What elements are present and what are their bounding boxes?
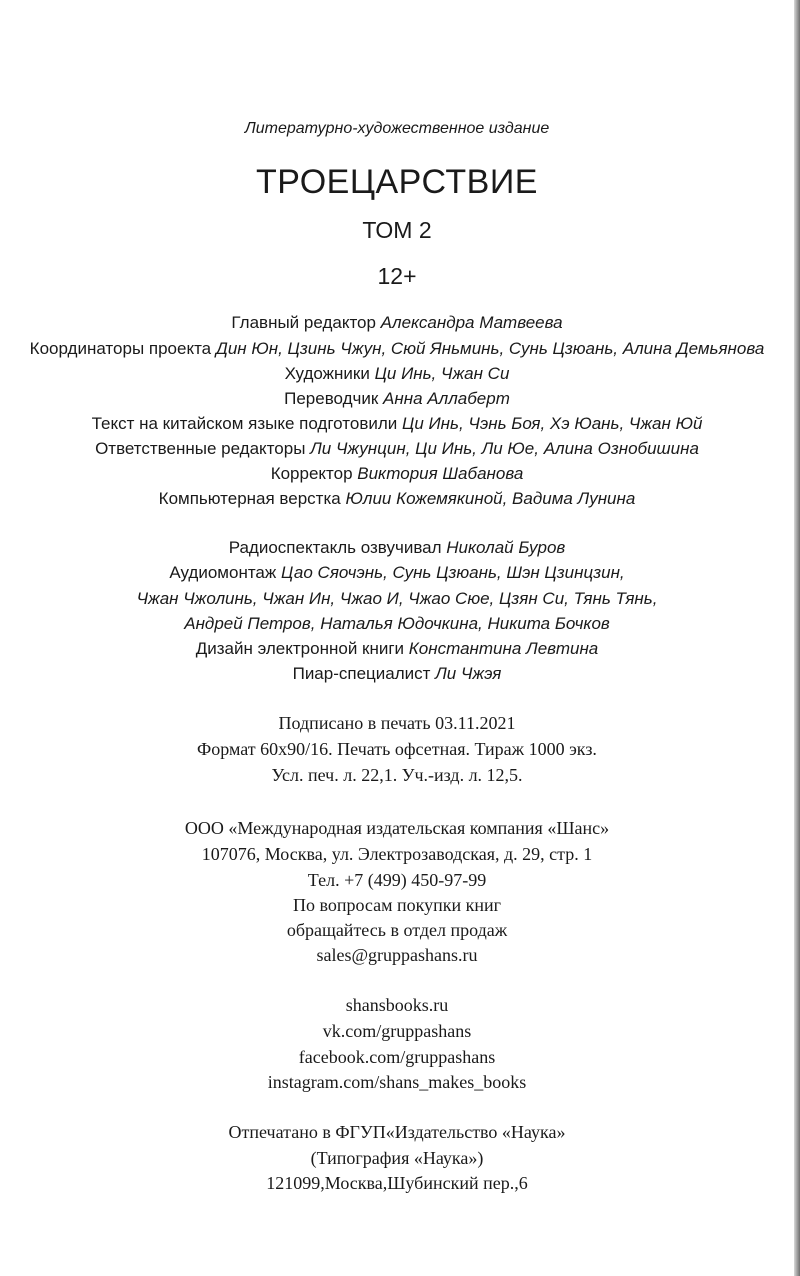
credit-role: Художники: [284, 364, 375, 383]
publisher-line: 107076, Москва, ул. Электрозаводская, д. 29, стр. 1: [201, 844, 593, 864]
credit-names: Виктория Шабанова: [357, 464, 524, 483]
credit-role: Радиоспектакль озвучивал: [228, 538, 447, 557]
publisher-line: ООО «Международная издательская компания «Шанс»: [184, 818, 610, 838]
website-link: shansbooks.ru: [345, 995, 449, 1015]
credit-names: Николай Буров: [446, 538, 566, 557]
book-title: ТРОЕЦАРСТВИЕ: [256, 163, 538, 201]
audio-line: [0, 588, 794, 610]
credit-names: Ци Инь, Чжан Си: [374, 364, 510, 383]
credit-line: [0, 363, 794, 385]
credit-line: [0, 413, 794, 435]
facebook-link: facebook.com/gruppashans: [298, 1047, 496, 1067]
print-info-line: Усл. печ. л. 22,1. Уч.-изд. л. 12,5.: [271, 765, 523, 785]
credit-names: Анна Аллаберт: [383, 389, 510, 408]
credit-role: Переводчик: [284, 389, 384, 408]
audio-line: [0, 663, 794, 685]
credit-line: [0, 463, 794, 485]
credit-names: Константина Левтина: [408, 639, 599, 658]
instagram-link: instagram.com/shans_makes_books: [267, 1072, 527, 1092]
credit-role: Координаторы проекта: [29, 339, 216, 358]
credit-line: [0, 488, 794, 510]
credit-role: Ответственные редакторы: [95, 439, 311, 458]
credit-names: Александра Матвеева: [380, 313, 563, 332]
credit-role: Компьютерная верстка: [158, 489, 346, 508]
credit-role: Дизайн электронной книги: [195, 639, 409, 658]
printer-line: (Типография «Наука»): [310, 1148, 484, 1168]
printer-line: Отпечатано в ФГУП«Издательство «Наука»: [228, 1122, 566, 1142]
audio-line: [0, 562, 794, 584]
credit-names: Андрей Петров, Наталья Юдочкина, Никита Бочков: [184, 614, 610, 633]
age-rating: 12+: [377, 263, 417, 289]
credit-names: Ли Чжэя: [435, 664, 502, 683]
publisher-line: По вопросам покупки книг: [292, 895, 502, 915]
credit-role: Главный редактор: [231, 313, 381, 332]
publisher-phone: Тел. +7 (499) 450-97-99: [307, 870, 487, 890]
volume-number: ТОМ 2: [362, 217, 432, 243]
audio-line: [0, 613, 794, 635]
vk-link: vk.com/gruppashans: [322, 1021, 472, 1041]
credit-names: Ли Чжунцин, Ци Инь, Ли Юе, Алина Ознобишина: [310, 439, 699, 458]
audio-line: [0, 537, 794, 559]
edition-type: Литературно-художественное издание: [244, 120, 550, 137]
credit-role: Текст на китайском языке подготовили: [91, 414, 402, 433]
print-info-line: Формат 60х90/16. Печать офсетная. Тираж 1000 экз.: [197, 739, 597, 759]
audio-line: [0, 638, 794, 660]
credit-names: Юлии Кожемякиной, Вадима Лунина: [345, 489, 636, 508]
print-info-line: Подписано в печать 03.11.2021: [278, 713, 516, 733]
page-edge-shadow: [794, 0, 800, 1276]
credit-names: Чжан Чжолинь, Чжан Ин, Чжао И, Чжао Сюе, Цзян Си, Тянь Тянь,: [136, 589, 658, 608]
credit-names: Дин Юн, Цзинь Чжун, Сюй Яньминь, Сунь Цзюань, Алина Демьянова: [215, 339, 765, 358]
credit-line: [0, 438, 794, 460]
credit-line: [0, 338, 794, 360]
credit-names: Цао Сяочэнь, Сунь Цзюань, Шэн Цзинцзин,: [280, 563, 625, 582]
credit-role: Корректор: [270, 464, 358, 483]
publisher-line: обращайтесь в отдел продаж: [286, 920, 508, 940]
credit-line: [0, 388, 794, 410]
printer-address: 121099,Москва,Шубинский пер.,6: [266, 1173, 528, 1193]
sales-email: sales@gruppashans.ru: [316, 945, 478, 965]
credit-line: [0, 312, 794, 334]
credit-role: Пиар-специалист: [292, 664, 436, 683]
credit-names: Ци Инь, Чэнь Боя, Хэ Юань, Чжан Юй: [401, 414, 703, 433]
credit-role: Аудиомонтаж: [169, 563, 281, 582]
